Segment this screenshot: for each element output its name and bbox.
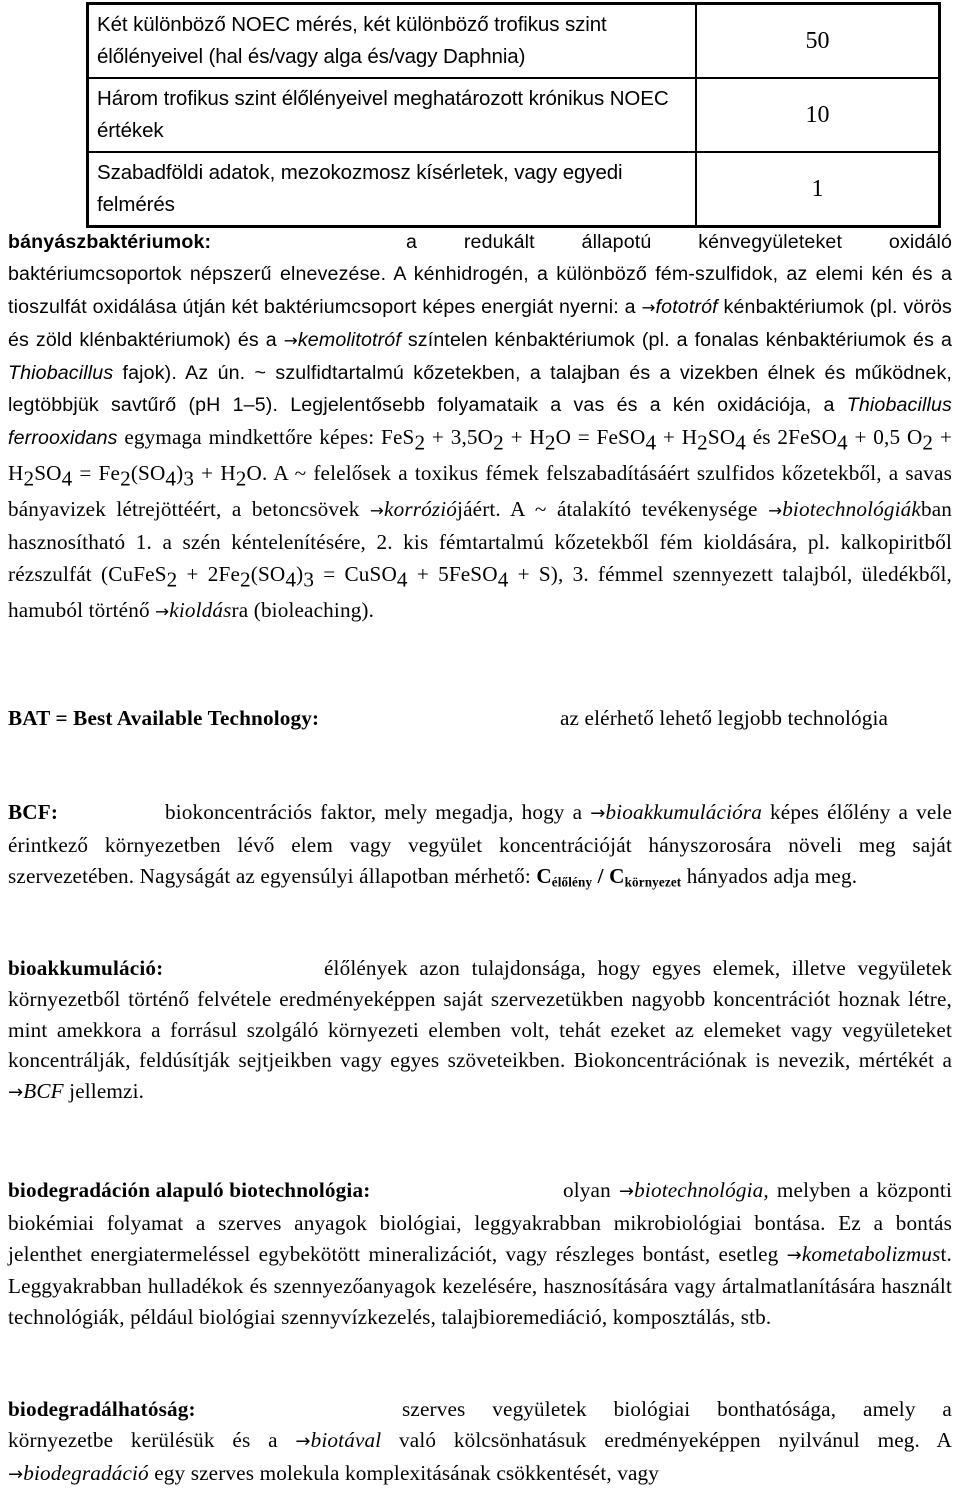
arrow-icon: → [641, 297, 656, 317]
cross-reference-link[interactable]: biotechnológiák [782, 496, 921, 521]
arrow-icon: → [786, 1244, 802, 1266]
table-cell-factor: 10 [696, 78, 940, 152]
glossary-entry-banyaszbakteriumok: bányászbaktériumok: a redukált állapotú kénvegyületeket oxidáló baktériumcsoportok népszerű elnevezése. A kénhidrogén, a különböző fém-szulfidok, az elemi kén és a tioszulfát oxidálása útján két baktériumcsoport képes energiát nyerni: a →fototróf kénbaktériumok (pl. vörös és zöld klénbaktériumok) és a →kemolitotróf színtelen kénbaktériumok (pl. a fonalas kénbaktériumok és a Thiobacillus fajok). Az ún. ~ szulfidtartalmú kőzetekben, a talajban és a vizekben élnek és működnek, legtöbbjük savtűrő (pH 1–5). Legjelentősebb folyamataik a vas és a kén oxidációja, a Thiobacillus ferrooxidans egymaga mindkettőre képes: $FeS_2 + 3,5O_2 + H_2O$ = FeSO$_4$ + $H_2SO_4$ és 2FeSO$_4$ + 0,5 $O_2 + H_2SO_4 = Fe_2(SO_4)_3 + H_2O$. A ~ felelősek a toxikus fémek felszabadításáért szulfidos kőzetekből, a savas bányavizek létrejöttéért, a betoncsövek →korróziójáért. A ~ átalakító tevékenysége →biotechnológiákban hasznosítható 1. a szén kéntelenítésére, 2. kis fémtartalmú kőzetekből fém kioldására, pl. kalkopiritből rézszulfát (CuFeS$_2$ + $2Fe_2(SO_4)_3$ = CuSO$_4$ + 5FeSO$_4$ + S), 3. fémmel szennyezett talajból, üledékből, hamuból történő →kioldásra (bioleaching). [8, 226, 952, 628]
cross-reference-link[interactable]: kemolitotróf [297, 328, 401, 351]
cross-reference-link[interactable]: korrózió [384, 496, 458, 521]
table-cell-criterion: Két különböző NOEC mérés, két különböző trofikus szint élőlényeivel (hal és/vagy alga és/vagy Daphnia) [88, 4, 697, 79]
entry-definition: az elérhető lehető legjobb technológia [560, 706, 889, 730]
cross-reference-link[interactable]: biotával [310, 1427, 382, 1452]
entry-term: bioakkumuláció: [8, 956, 164, 980]
cross-reference-link[interactable]: kometabolizmus [801, 1241, 941, 1266]
arrow-icon: → [8, 1463, 24, 1485]
entry-term: bányászbaktériumok: [8, 231, 212, 253]
table-cell-criterion: Szabadföldi adatok, mezokozmosz kísérletek, vagy egyedi felmérés [88, 152, 697, 227]
cross-reference-link[interactable]: bioakkumulációra [605, 800, 763, 824]
assessment-factor-table [86, 2, 941, 228]
table-row [88, 152, 940, 227]
arrow-icon: → [369, 500, 385, 520]
entry-term: BAT = Best Available Technology: [8, 706, 320, 730]
glossary-entry-bat [8, 703, 952, 734]
glossary-entry-biodegradalhatosag: biodegradálhatóság: szerves vegyületek biológiai bonthatósága, amely a környezetbe kerülésük és a →biotával való kölcsönhatásuk eredményeképpen nyilvánul meg. A →biodegradáció egy szerves molekula komplexitásának csökkentését, vagy [8, 1394, 952, 1490]
table-cell-factor: 1 [696, 152, 940, 227]
cross-reference-link[interactable]: kioldás [169, 598, 232, 623]
arrow-icon: → [283, 330, 298, 350]
arrow-icon: → [8, 1082, 24, 1104]
entry-term: biodegradálhatóság: [8, 1397, 196, 1421]
cross-reference-link[interactable]: BCF [23, 1079, 64, 1104]
arrow-icon: → [618, 1181, 635, 1202]
arrow-icon: → [155, 602, 170, 622]
entry-term: biodegradáción alapuló biotechnológia: [8, 1178, 371, 1202]
table-row [88, 78, 940, 152]
cross-reference-link[interactable]: biodegradáció [23, 1460, 149, 1485]
cross-reference-link[interactable]: biotechnológia, [634, 1178, 769, 1202]
table-cell-factor: 50 [696, 4, 940, 79]
glossary-entry-bioakkumulacio: bioakkumuláció: élőlények azon tulajdonsága, hogy egyes elemek, illetve vegyületek környezetből történő felvétele eredményeképpen saját szervezetükben nagyobb koncentrációt hoznak létre, mint amekkora a forrásul szolgáló környezeti elemben volt, tehát ezeket az elemeket vagy vegyületeket koncentrálják, feldúsítják sejtjeikben vagy egyes szöveteikben. Biokoncentrációnak is nevezik, mértékét a →BCF jellemzi. [8, 953, 952, 1109]
glossary-entry-bcf: BCF: biokoncentrációs faktor, mely megadja, hogy a →bioakkumulációra képes élőlény a vele érintkező környezetben lévő elem vagy vegyület koncentrációját hányszorosára növeli meg saját szervezetében. Nagyságát az egyensúlyi állapotban mérhető: $C_{élőlény} / C_{környezet}$ hányados adja meg. [8, 797, 952, 891]
table-cell-criterion: Három trofikus szint élőlényeivel meghatározott krónikus NOEC értékek [88, 78, 697, 152]
table-row [88, 4, 940, 79]
arrow-icon: → [590, 803, 606, 824]
cross-reference-link[interactable]: fototróf [655, 295, 718, 318]
arrow-icon: → [768, 500, 783, 520]
glossary-entry-biodegradacion-alapulo-biotechnologia: biodegradáción alapuló biotechnológia: olyan →biotechnológia, melyben a központi biokémiai folyamat a szerves anyagok biológiai, leggyakrabban mikrobiológiai bontása. Ez a bontás jelenthet energiatermeléssel egybekötött mineralizációt, vagy részleges bontást, esetleg →kometabolizmust. Leggyakrabban hulladékok és szennyezőanyagok kezelésére, hasznosítására vagy ártalmatlanítására használt technológiák, például biológiai szennyvízkezelés, talajbioremediáció, komposztálás, stb. [8, 1175, 952, 1333]
arrow-icon: → [295, 1430, 311, 1452]
entry-term: BCF: [8, 800, 59, 824]
